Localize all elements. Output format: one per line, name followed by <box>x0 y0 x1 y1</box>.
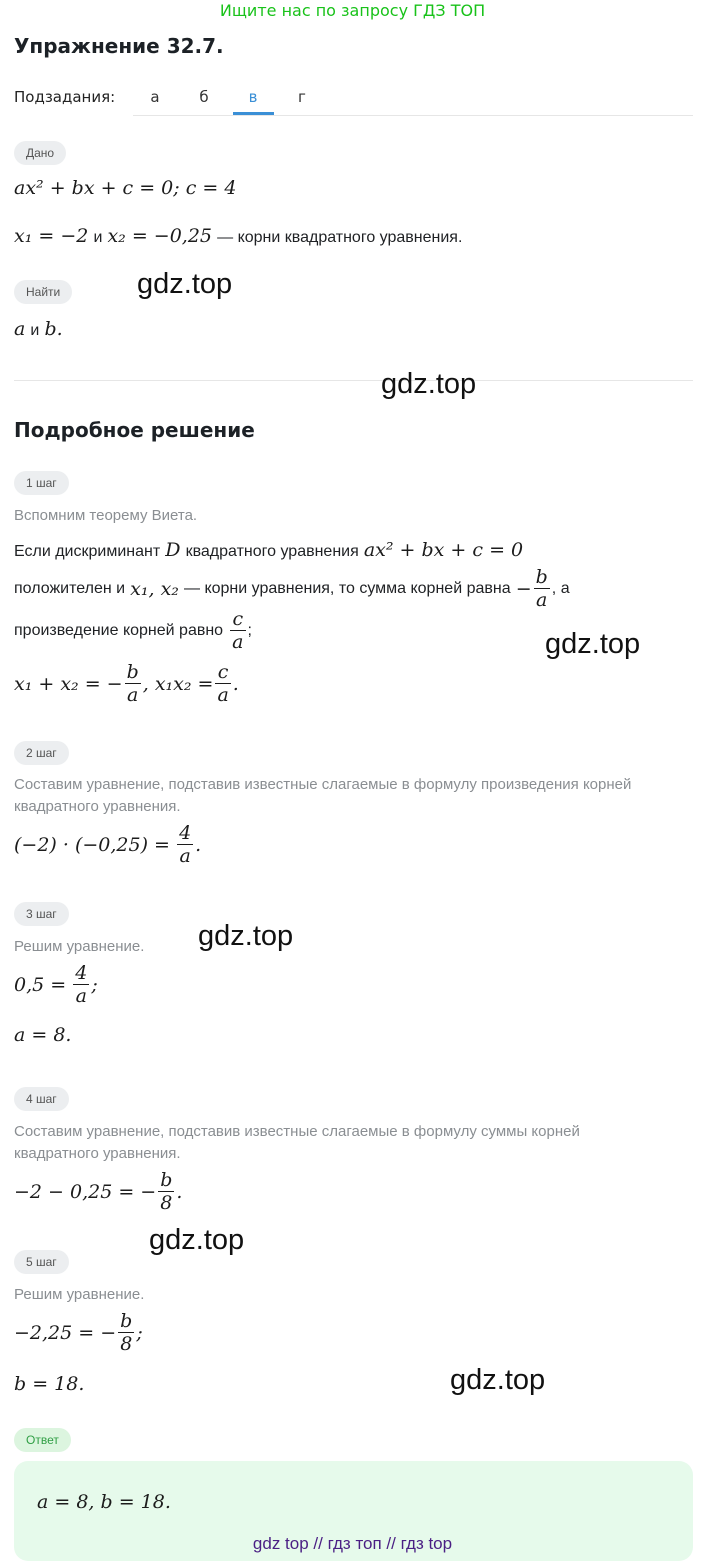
fraction-denominator: a <box>217 684 229 706</box>
watermark: gdz.top <box>381 368 477 400</box>
equation-end: ; <box>136 1321 143 1344</box>
find-and: и <box>30 322 40 339</box>
active-tab-indicator <box>233 112 274 115</box>
fraction-denominator: 8 <box>118 1332 134 1355</box>
page-title: Упражнение 32.7. <box>14 34 224 58</box>
fraction-numerator: b <box>120 1310 133 1332</box>
answer-badge: Ответ <box>14 1428 71 1452</box>
step-2-hint: Составим уравнение, подставив известные слагаемые в формулу произведения корней <box>14 776 632 793</box>
solution-title: Подробное решение <box>14 418 255 442</box>
step-1-text: , а <box>551 579 570 597</box>
tab-b[interactable]: б <box>199 88 209 106</box>
watermark: gdz.top <box>149 1224 245 1256</box>
step-1-line-3 <box>14 608 252 653</box>
answer-value: a = 8, b = 18. <box>37 1491 171 1513</box>
vieta-product: , x₁x₂ = <box>142 672 214 695</box>
vieta-formula <box>14 661 239 706</box>
step-4-hint: квадратного уравнения. <box>14 1145 181 1162</box>
step-1-text: положителен и <box>14 579 126 597</box>
step-2-badge: 2 шаг <box>14 741 69 765</box>
step-5-equation-1 <box>14 1310 143 1355</box>
step-4-equation <box>14 1169 182 1214</box>
fraction-numerator: c <box>232 608 244 630</box>
step-1-line-2: положителен и x₁, x₂ — корни уравнения, то сумма корней равна − $\frac{b}{a}$ , а <box>14 566 570 611</box>
fraction-b-over-a <box>534 566 550 611</box>
find-b: b. <box>44 318 63 340</box>
step-5-equation-2: b = 18. <box>14 1373 85 1395</box>
step-1-text: Если дискриминант <box>14 543 161 560</box>
step-5-hint: Решим уравнение. <box>14 1286 145 1303</box>
step-3-equation-2: a = 8. <box>14 1024 72 1046</box>
watermark: gdz.top <box>450 1364 546 1396</box>
step-1-badge: 1 шаг <box>14 471 69 495</box>
fraction-denominator: a <box>534 588 550 611</box>
equation-end: . <box>195 833 202 856</box>
equation-left: (−2) · (−0,25) = <box>14 833 170 856</box>
step-1-text: произведение корней равно <box>14 621 224 639</box>
fraction-numerator: 4 <box>179 822 192 844</box>
equation-left: −2,25 = − <box>14 1321 117 1344</box>
step-3-equation-1 <box>14 962 98 1007</box>
roots-symbols: x₁, x₂ <box>130 577 179 600</box>
tab-g[interactable]: г <box>298 88 306 106</box>
section-divider <box>14 380 693 381</box>
step-4-badge: 4 шаг <box>14 1087 69 1111</box>
fraction-b-over-8 <box>158 1169 174 1214</box>
step-3-hint: Решим уравнение. <box>14 938 145 955</box>
step-1-text: ; <box>247 621 252 639</box>
fraction-denominator: a <box>73 984 89 1007</box>
fraction-denominator: a <box>177 844 193 867</box>
given-root-1: x₁ = −2 <box>14 225 89 247</box>
find-badge: Найти <box>14 280 72 304</box>
equation-end: ; <box>91 973 98 996</box>
fraction-numerator: b <box>160 1169 173 1191</box>
step-1-text: — корни уравнения, то сумма корней равна <box>184 579 511 597</box>
fraction-numerator: b <box>535 566 548 588</box>
step-1-text: квадратного уравнения <box>185 543 359 560</box>
step-5-badge: 5 шаг <box>14 1250 69 1274</box>
footer-links[interactable]: gdz top // гдз топ // гдз top <box>252 1534 453 1553</box>
find-a: a <box>14 318 26 340</box>
step-3-badge: 3 шаг <box>14 902 69 926</box>
tab-v[interactable]: в <box>248 88 258 106</box>
equation-left: 0,5 = <box>14 973 67 996</box>
find-line <box>14 318 63 340</box>
tab-a[interactable]: а <box>150 88 160 106</box>
fraction-numerator: 4 <box>75 962 88 984</box>
given-root-2: x₂ = −0,25 <box>107 225 213 247</box>
fraction-4-over-a <box>73 962 89 1007</box>
step-1-line-1 <box>14 539 523 561</box>
discriminant-symbol: D <box>165 539 181 561</box>
step-4-hint: Составим уравнение, подставив известные слагаемые в формулу суммы корней <box>14 1123 580 1140</box>
watermark: gdz.top <box>198 920 294 952</box>
fraction-numerator: b <box>126 661 139 683</box>
given-and: и <box>93 229 103 246</box>
watermark: gdz.top <box>545 628 641 660</box>
step-1-hint: Вспомним теорему Виета. <box>14 507 198 524</box>
tabs-divider <box>133 115 693 116</box>
quadratic-equation: ax² + bx + c = 0 <box>363 539 524 561</box>
subtasks-label: Подзадания: <box>14 88 116 106</box>
fraction-denominator: a <box>232 631 244 653</box>
fraction-denominator: 8 <box>158 1191 174 1214</box>
step-2-hint: квадратного уравнения. <box>14 798 181 815</box>
fraction-b-over-8 <box>118 1310 134 1355</box>
vieta-sum: x₁ + x₂ = − <box>14 672 123 695</box>
fraction-denominator: a <box>125 683 141 706</box>
fraction-b-over-a <box>125 661 141 706</box>
given-roots-text: — корни квадратного уравнения. <box>217 229 463 246</box>
promo-banner[interactable]: Ищите нас по запросу ГДЗ ТОП <box>219 1 486 20</box>
formula-end: . <box>232 672 239 695</box>
fraction-c-over-a <box>215 661 230 706</box>
fraction-4-over-a <box>177 822 193 867</box>
watermark: gdz.top <box>137 268 233 300</box>
fraction-numerator: c <box>217 661 229 683</box>
step-2-equation <box>14 822 201 867</box>
given-roots-line <box>14 225 462 247</box>
fraction-c-over-a <box>230 608 245 653</box>
given-equation: ax² + bx + c = 0; c = 4 <box>14 177 237 199</box>
given-badge: Дано <box>14 141 66 165</box>
equation-end: . <box>176 1180 183 1203</box>
equation-left: −2 − 0,25 = − <box>14 1180 157 1203</box>
